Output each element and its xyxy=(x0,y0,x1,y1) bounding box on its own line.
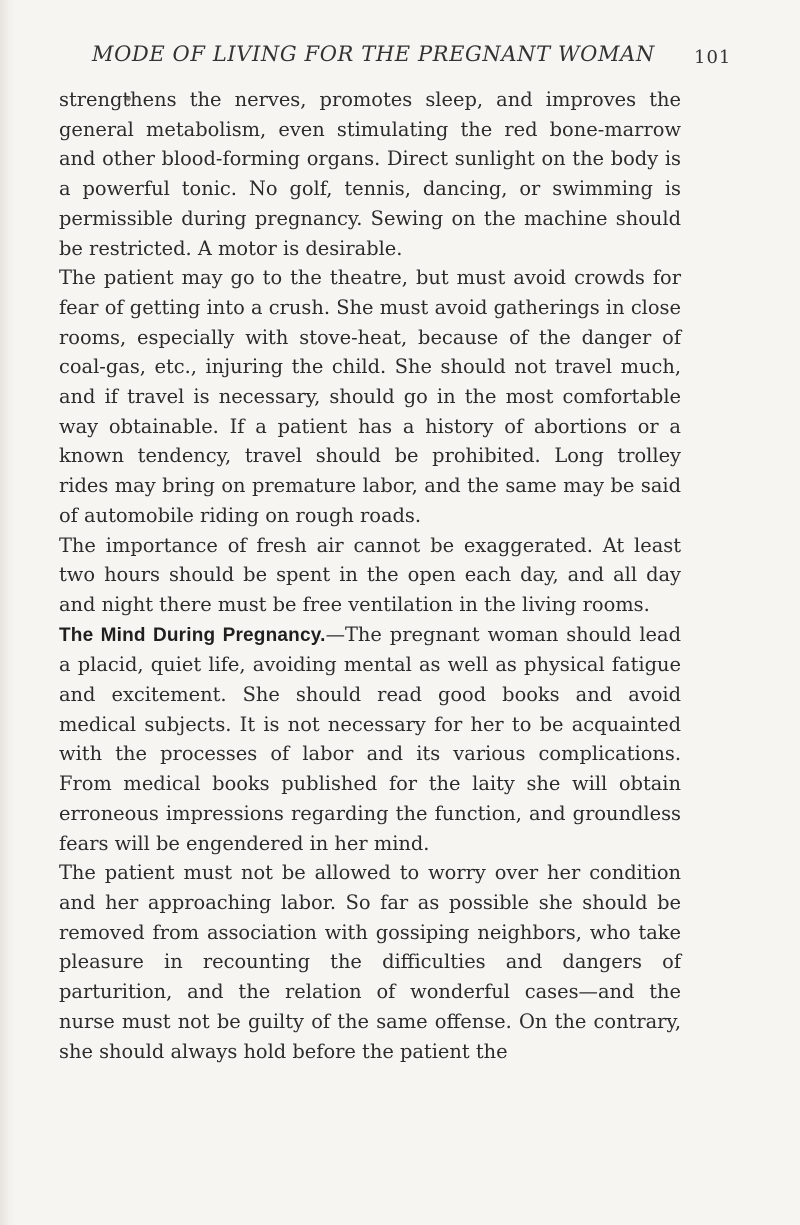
page-gutter-shadow xyxy=(0,0,16,1225)
section-heading-mind-during-pregnancy: The Mind During Pregnancy. xyxy=(59,624,326,646)
paragraph-2: The patient may go to the theatre, but must avoid crowds for fear of getting into a crush. She must avoid gatherings in close rooms, especially with stove-heat, because of the danger of coal-gas, etc., injuring the child. She should not travel much, and if travel is necessary, should go in the most comfortable way obtainable. If a patient has a history of abortions or a known tendency, travel should be prohibited. Long trolley rides may bring on premature labor, and the same may be said of automobile riding on rough roads. xyxy=(59,266,681,527)
paragraph-5: The patient must not be allowed to worry over her condition and her approaching labor. So far as possible she should be removed from association with gossiping neighbors, who take pleasure in recounting the difficulties and dangers of parturition, and the relation of wonderful cases—and the nurse must not be guilty of the same offense. On the contrary, she should always hold before the patient the xyxy=(59,861,681,1063)
running-head-title: MODE OF LIVING FOR THE PREGNANT WOMAN xyxy=(92,42,655,66)
paragraph-4-text: —The pregnant woman should lead a placid, quiet life, avoiding mental as well as physical fatigue and excitement. She should read good books and avoid medical subjects. It is not necessary for her to be acquainted with the processes of labor and its various complications. From medical books published for the laity she will obtain erroneous impressions regarding the function, and groundless fears will be engendered in her mind. xyxy=(59,622,681,855)
paragraph-3: The importance of fresh air cannot be exaggerated. At least two hours should be spent in the open each day, and all day and night there must be free ventilation in the living rooms. xyxy=(59,533,681,616)
paragraph-4 xyxy=(59,620,681,859)
body-text xyxy=(59,85,681,1066)
paragraph-1: strengthens the nerves, promotes sleep, and improves the general metabolism, even stimulating the red bone-marrow and other blood-forming organs. Direct sunlight on the body is a powerful tonic. No golf, tennis, dancing, or swimming is permissible during pregnancy. Sewing on the machine should be restricted. A motor is desirable. xyxy=(59,88,681,260)
page-number: 101 xyxy=(694,47,732,68)
